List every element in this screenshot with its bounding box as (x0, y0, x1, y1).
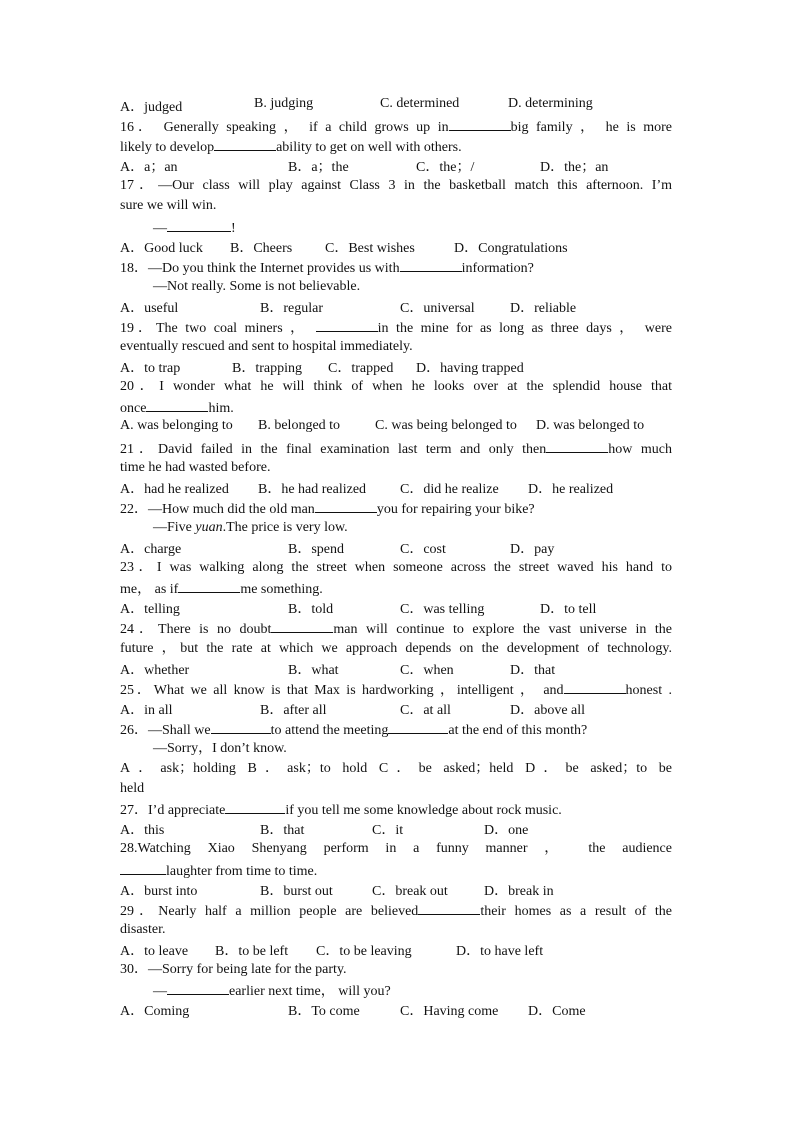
question-line (120, 136, 672, 156)
question-line (120, 518, 672, 538)
question-text: 19．The two coal miners ， (120, 321, 316, 337)
question-line (120, 196, 672, 216)
answer-option[interactable]: C．Having come (400, 1004, 499, 1020)
question-line (120, 618, 672, 638)
question-line (120, 277, 672, 297)
question-line (120, 498, 672, 518)
question-line (120, 438, 672, 458)
answer-blank[interactable] (225, 799, 285, 814)
answer-option[interactable]: B．trapping (232, 361, 302, 377)
answer-option[interactable]: A．to leave (120, 943, 189, 959)
question-text: time he had wasted before. (120, 459, 271, 475)
question-text: how much (608, 441, 672, 457)
answer-option[interactable]: B．burst out (260, 883, 333, 899)
answer-option[interactable]: C．break out (372, 883, 448, 899)
answer-option[interactable]: C．trapped (328, 361, 394, 377)
question-text: in the mine for as long as three days ， were (377, 321, 673, 337)
answer-option[interactable]: D. determining (508, 96, 593, 111)
question-line (120, 176, 672, 196)
answer-blank[interactable] (214, 136, 276, 151)
answer-option[interactable]: B．after all (260, 702, 327, 718)
answer-blank[interactable] (271, 618, 333, 633)
answer-option[interactable]: A．useful (120, 300, 179, 316)
answer-options (120, 598, 672, 618)
answer-option[interactable]: B．he had realized (258, 481, 367, 497)
question-text: earlier next time， will you? (229, 984, 391, 1000)
answer-blank[interactable] (211, 719, 271, 734)
answer-option[interactable]: C．at all (400, 702, 451, 718)
answer-blank[interactable] (178, 578, 240, 593)
question-text: 23．I was walking along the street when someone across the street waved his hand to (120, 560, 672, 576)
question-line (120, 458, 672, 478)
question-line (120, 558, 672, 578)
answer-option[interactable]: D．above all (510, 702, 586, 718)
question-text: disaster. (120, 921, 166, 937)
question-line (120, 217, 672, 237)
question-line (120, 739, 672, 759)
question-list (120, 96, 672, 1020)
answer-option[interactable]: D．break in (484, 883, 554, 899)
answer-blank[interactable] (167, 217, 231, 232)
question-text: if you tell me some knowledge about rock music. (285, 803, 562, 819)
answer-option[interactable]: A．to trap (120, 361, 181, 377)
question-text: once (120, 401, 147, 417)
question-text: held (120, 781, 145, 797)
answer-option[interactable]: A．a；an (120, 160, 178, 176)
question-line (120, 377, 672, 397)
answer-option[interactable]: A．Coming (120, 1004, 190, 1020)
question-text: honest . (625, 682, 672, 698)
question-text: — (153, 984, 167, 1000)
question-line (120, 900, 672, 920)
question-line (120, 980, 672, 1000)
question-text: information? (461, 260, 534, 276)
answer-options (120, 819, 672, 839)
answer-option[interactable]: C. determined (380, 96, 460, 111)
question-text: you for repairing your bike? (376, 501, 535, 517)
answer-blank[interactable] (564, 679, 626, 694)
answer-options (120, 237, 672, 257)
question-text: 16． Generally speaking ， if a child grows up in (120, 120, 449, 136)
question-text: man will continue to explore the vast universe in the (333, 622, 672, 638)
question-text: their homes as a result of the (480, 903, 672, 919)
question-line (120, 639, 672, 659)
question-text: 21．David failed in the final examination last term and only then (120, 441, 547, 457)
question-text: 18．—Do you think the Internet provides us with (120, 260, 400, 276)
answer-blank[interactable] (400, 257, 462, 272)
answer-options (120, 418, 672, 438)
answer-blank[interactable] (146, 397, 208, 412)
question-text: A．ask；holding B．ask；to hold C．be asked；held D．be asked；to be (120, 761, 672, 777)
question-text: big family ， he is more (510, 120, 672, 136)
question-line (120, 839, 672, 859)
answer-option[interactable]: C．universal (400, 300, 475, 316)
answer-option[interactable]: D．he realized (528, 481, 614, 497)
answer-options (120, 478, 672, 498)
answer-option[interactable]: B．To come (288, 1004, 360, 1020)
question-text: —Not really. Some is not believable. (153, 278, 361, 294)
question-text: 22．—How much did the old man (120, 501, 315, 517)
answer-option[interactable]: D．Come (528, 1004, 586, 1020)
question-text: at the end of this month? (448, 722, 588, 738)
question-text: —Five yuan.The price is very low. (153, 519, 348, 535)
answer-blank[interactable] (167, 980, 229, 995)
answer-option[interactable]: C．did he realize (400, 481, 499, 497)
answer-option[interactable]: A．telling (120, 602, 180, 618)
answer-option[interactable]: B．a；the (288, 160, 349, 176)
answer-option[interactable]: C．to be leaving (316, 943, 412, 959)
answer-option[interactable]: C．the；/ (416, 160, 475, 176)
question-text: 27．I’d appreciate (120, 803, 226, 819)
answer-option[interactable]: A．had he realized (120, 481, 229, 497)
answer-option[interactable]: D．one (484, 823, 529, 839)
question-text: 29．Nearly half a million people are believed (120, 903, 419, 919)
question-text: future ，but the rate at which we approach depends on the development of technology. (120, 640, 672, 656)
question-line (120, 779, 672, 799)
answer-options (120, 96, 672, 116)
question-text: — (153, 220, 167, 236)
answer-blank[interactable] (388, 719, 448, 734)
question-line (120, 719, 672, 739)
answer-option[interactable]: B．spend (288, 542, 344, 558)
question-line (120, 116, 672, 136)
answer-options (120, 940, 672, 960)
question-text: 30．—Sorry for being late for the party. (120, 962, 347, 978)
answer-option[interactable]: B. belonged to (258, 417, 341, 433)
answer-option[interactable]: D．having trapped (416, 361, 524, 377)
answer-option[interactable]: D．to tell (540, 602, 597, 618)
question-text: laughter from time to time. (166, 863, 318, 879)
question-text: ! (231, 220, 236, 236)
question-line (120, 960, 672, 980)
answer-option[interactable]: D. was belonged to (536, 417, 645, 433)
question-text: 26．—Shall we (120, 722, 211, 738)
question-text: eventually rescued and sent to hospital immediately. (120, 339, 413, 355)
answer-option[interactable]: D．reliable (510, 300, 577, 316)
answer-blank[interactable] (120, 860, 166, 875)
answer-option[interactable]: C．when (400, 662, 454, 678)
answer-blank[interactable] (315, 498, 377, 513)
question-line (120, 920, 672, 940)
question-line (120, 799, 672, 819)
question-line (120, 317, 672, 337)
answer-options (120, 297, 672, 317)
answer-options (120, 357, 672, 377)
answer-options (120, 880, 672, 900)
answer-option[interactable]: C. was being belonged to (375, 417, 517, 433)
answer-option[interactable]: A．judged (120, 100, 183, 115)
question-text: 17．—Our class will play against Class 3 in the basketball match this afternoon. I’m (120, 178, 672, 194)
answer-option[interactable]: A．burst into (120, 883, 198, 899)
answer-blank[interactable] (316, 317, 378, 332)
question-text: ability to get on well with others. (276, 140, 462, 156)
answer-option[interactable]: D．Congratulations (454, 240, 568, 256)
answer-option[interactable]: B．regular (260, 300, 323, 316)
answer-options (120, 538, 672, 558)
question-line (120, 679, 672, 699)
answer-option[interactable]: B．Cheers (230, 240, 293, 256)
answer-option[interactable]: C．it (372, 823, 404, 839)
question-text: him. (208, 401, 234, 417)
answer-blank[interactable] (546, 438, 608, 453)
answer-options (120, 699, 672, 719)
answer-option[interactable]: D．the；an (540, 160, 609, 176)
question-line (120, 860, 672, 880)
answer-option[interactable]: C．was telling (400, 602, 485, 618)
answer-option[interactable]: A．whether (120, 662, 190, 678)
question-text: —Sorry，I don’t know. (153, 741, 287, 756)
answer-option[interactable]: B．told (288, 602, 334, 618)
answer-option[interactable]: C．Best wishes (325, 240, 415, 256)
answer-option[interactable]: A．charge (120, 542, 182, 558)
answer-options (120, 659, 672, 679)
answer-option[interactable]: B. judging (254, 96, 314, 111)
question-text: 20．I wonder what he will think of when he looks over at the splendid house that (120, 379, 672, 395)
question-text: sure we will win. (120, 198, 217, 214)
question-text: 24．There is no doubt (120, 622, 272, 638)
answer-blank[interactable] (418, 900, 480, 915)
answer-option[interactable]: D．to have left (456, 943, 544, 959)
question-text: me， as if (120, 582, 179, 598)
answer-option[interactable]: A．in all (120, 702, 173, 718)
answer-option[interactable]: D．that (510, 662, 556, 678)
answer-option[interactable]: B．to be left (215, 943, 289, 959)
answer-options (120, 1000, 672, 1020)
question-text: 25．What we all know is that Max is hardworking ，intelligent ， and (120, 682, 564, 698)
question-text: to attend the meeting (270, 722, 389, 738)
question-line (120, 397, 672, 417)
question-text: likely to develop (120, 140, 215, 156)
answer-option[interactable]: B．that (260, 823, 305, 839)
question-line (120, 578, 672, 598)
question-line (120, 257, 672, 277)
question-text: 28.Watching Xiao Shenyang perform in a funny manner ， the audience (120, 841, 672, 857)
answer-option[interactable]: C．cost (400, 542, 446, 558)
answer-option[interactable]: D．pay (510, 542, 555, 558)
question-text: me something. (240, 582, 323, 598)
answer-blank[interactable] (449, 116, 511, 131)
question-line (120, 337, 672, 357)
answer-option[interactable]: B．what (288, 662, 339, 678)
answer-option[interactable]: A．this (120, 823, 165, 839)
question-line (120, 759, 672, 779)
answer-option[interactable]: A．Good luck (120, 240, 203, 256)
answer-option[interactable]: A. was belonging to (120, 417, 233, 433)
answer-options (120, 156, 672, 176)
